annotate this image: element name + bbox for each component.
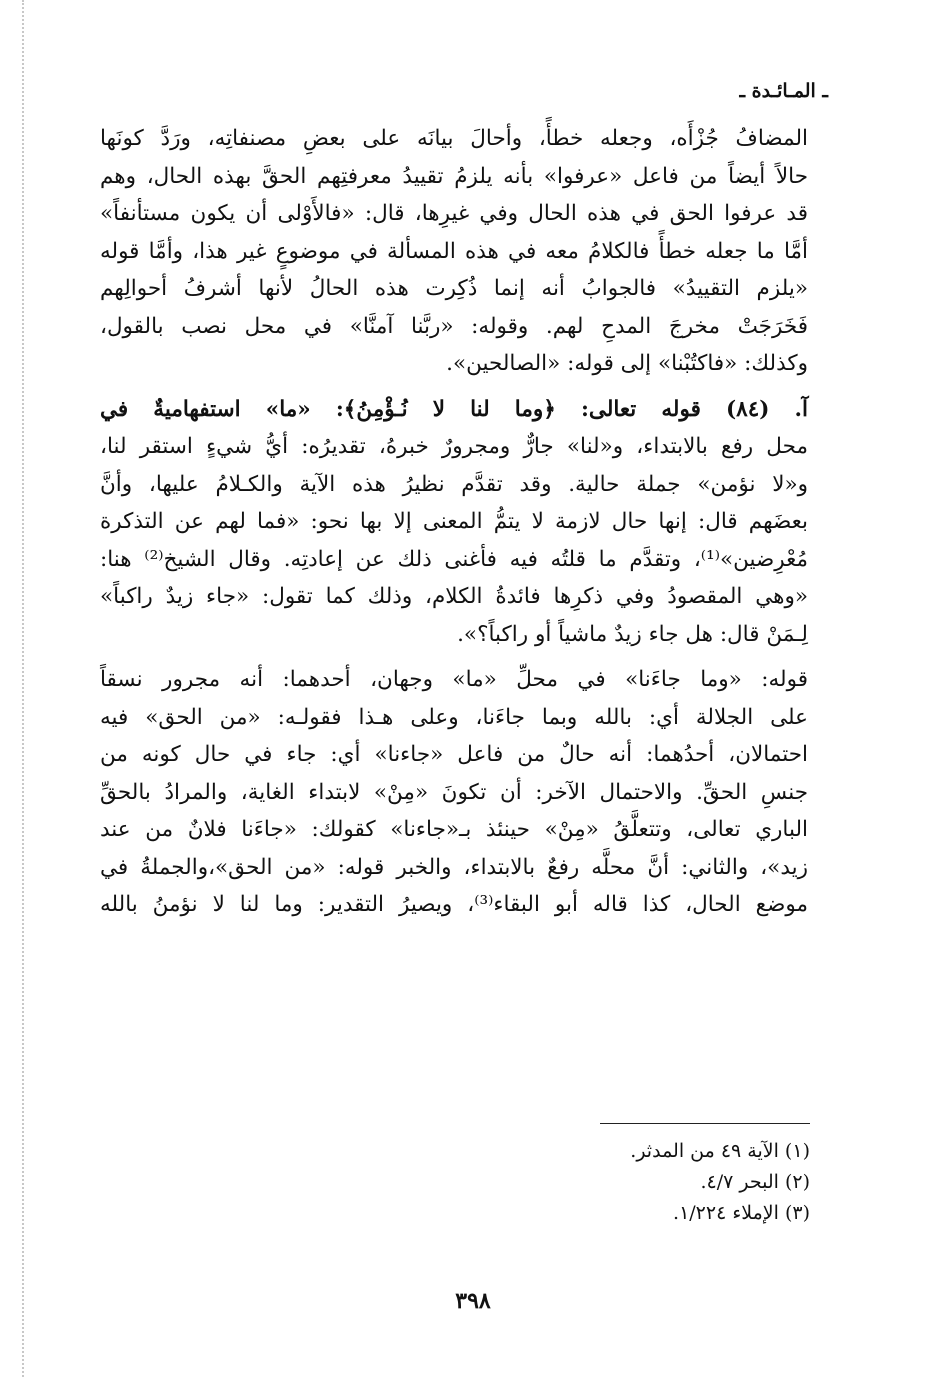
text-line: احتمالان، أحدُهما: أنه حالٌ من فاعل «جاءنا» أي: جاء في حال كونه من	[100, 742, 808, 767]
text-line: فَخَرَجَتْ مخرجَ المدحِ لهم. وقوله: «ربَّنا آمنَّا» في محل نصب بالقول،	[100, 313, 808, 339]
paragraph-2	[100, 391, 808, 654]
footnote-1: (١) الآية ٤٩ من المدثر.	[630, 1140, 810, 1162]
text-line: حالاً أيضاً من فاعل «عرفوا» بأنه يلزمُ تقييدُ معرفتِهم الحقَّ بهذه الحال، وهم	[100, 163, 808, 189]
paragraph-1	[100, 120, 808, 383]
text-line: بعضَهم قال: إنها حال لازمة لا يتمُّ المعنى إلا بها نحو: «فما لهم عن التذكرة	[100, 509, 808, 534]
text-line: زيد»، والثاني: أنَّ محلَّه رفعٌ بالابتداء، والخبر قوله: «من الحق»،والجملةُ في	[100, 854, 808, 880]
scan-edge-dots	[22, 0, 24, 1377]
footnotes	[630, 1136, 810, 1229]
text-line: المضافُ جُزْأَه، وجعله خطأً، وأحالَ بيانَه على بعضِ مصنفاتِه، ورَدَّ كونَها	[100, 126, 808, 151]
verse-heading-line: آ. (٨٤) قوله تعالى: ﴿وما لنا لا نُـؤْمِنُ﴾: «ما» استفهاميةٌ في	[100, 396, 808, 422]
running-header: ـ المـائـدة ـ	[739, 80, 828, 102]
text-line: «يلزم التقييدُ» فالجوابُ أنه إنما ذُكِرت هذه الحالُ لأنها أشرفُ أحوالِهم	[100, 276, 808, 301]
text-line: «وهي المقصودُ وفي ذكرِها فائدةُ الكلام، وذلك كما تقول: «جاء زيدٌ راكباً»	[100, 584, 808, 609]
footnote-separator	[600, 1123, 810, 1124]
text-line: قد عرفوا الحق في هذه الحال وفي غيرِها، قال: «فالأَوْلى أن يكون مستأنفاً»	[100, 201, 808, 226]
text-line: مُعْرِضين»⁽¹⁾، وتقدَّم ما قلتُه فيه فأغنى ذلك عن إعادتِه. وقال الشيخ⁽²⁾ هنا:	[100, 546, 808, 572]
text-line: قوله: «وما جاءَنا» في محلِّ «ما» وجهان، أحدهما: أنه مجرور نسقاً	[100, 667, 808, 692]
text-line: أمَّا ما جعله خطأً فالكلامُ معه في هذه المسألة في موضوعٍ غير هذا، وأمَّا قوله	[100, 238, 808, 264]
text-line: على الجلالة أي: بالله وبما جاءَنا، وعلى هـذا فقولـه: «من الحق» فيه	[100, 704, 808, 730]
paragraph-3	[100, 661, 808, 924]
text-line: و«لا نؤمن» جملة حالية. وقد تقدَّم نظيرُ هذه الآية والكـلامُ عليها، وأنَّ	[100, 471, 808, 497]
text-line: موضع الحال، كذا قاله أبو البقاء⁽³⁾، ويصيرُ التقدير: وما لنا لا نؤمنُ بالله	[100, 892, 808, 917]
text-line: وكذلك: «فاكتُبْنا» إلى قوله: «الصالحين».	[446, 351, 808, 376]
page-number: ٣٩٨	[455, 1288, 491, 1314]
main-text	[100, 120, 808, 924]
footnote-3: (٣) الإملاء ١/٢٢٤.	[673, 1202, 810, 1224]
text-line: محل رفع بالابتداء، و«لنا» جارٌّ ومجرورٌ خبرهُ، تقديرُه: أيُّ شيءٍ استقر لنا،	[100, 434, 808, 459]
text-line: لِـمَنْ قال: هل جاء زيدٌ ماشياً أو راكباً؟».	[457, 621, 808, 647]
text-line: الباري تعالى، وتتعلَّقُ «مِنْ» حينئذ بـ«جاءنا» كقولك: «جاءَنا فلانٌ من عند	[100, 817, 808, 842]
text-line: جنسِ الحقِّ. والاحتمال الآخر: أن تكونَ «مِنْ» لابتداء الغاية، والمرادُ بالحقِّ	[100, 779, 808, 805]
footnote-2: (٢) البحر ٤/٧.	[700, 1171, 810, 1193]
